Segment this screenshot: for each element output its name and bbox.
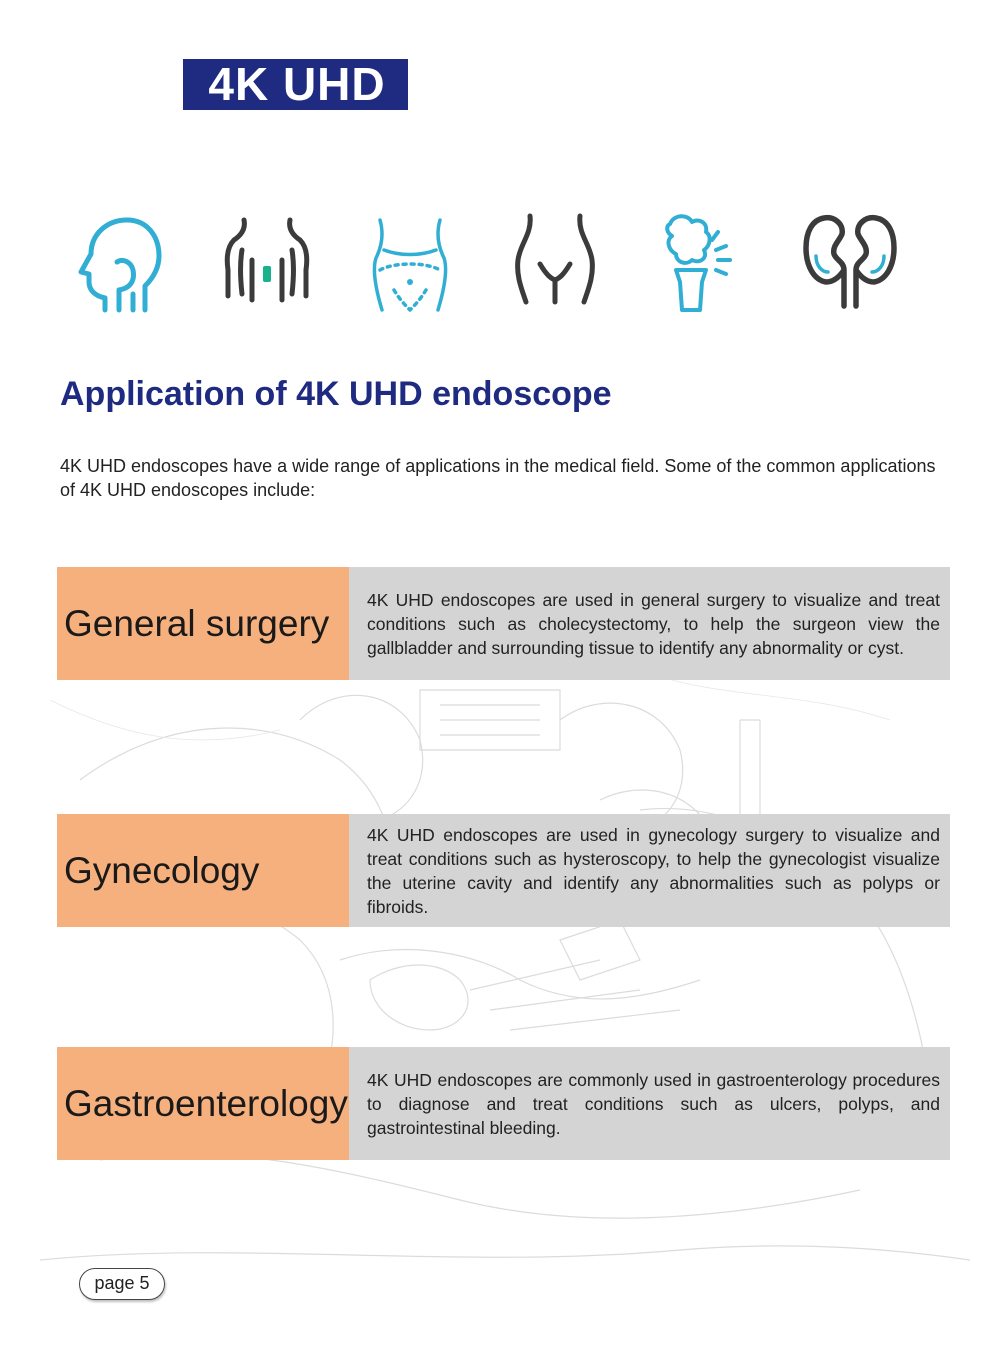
4k-uhd-badge: 4K UHD — [183, 59, 411, 110]
intro-paragraph: 4K UHD endoscopes have a wide range of applications in the medical field. Some of the common applications of 4K UHD endoscopes include: — [60, 456, 936, 500]
application-description: 4K UHD endoscopes are commonly used in gastroenterology procedures to diagnose and treat conditions such as ulcers, polyps, and gastrointestinal bleeding. — [349, 1047, 950, 1160]
section-title: Application of 4K UHD endoscope — [60, 375, 612, 413]
surgery-sketch-background — [40, 660, 970, 1300]
application-row-gastroenterology — [57, 1047, 950, 1160]
application-description: 4K UHD endoscopes are used in general surgery to visualize and treat conditions such as cholecystectomy, to help the surgeon view the gallbladder and surrounding tissue to identify any abnormality or cyst. — [349, 567, 950, 680]
application-label: General surgery — [57, 567, 349, 680]
pelvis-uterus-icon — [510, 210, 600, 310]
lungs-chest-icon — [220, 210, 315, 310]
head-throat-icon — [75, 210, 165, 320]
kidneys-icon — [800, 210, 900, 310]
abdomen-icon — [370, 210, 450, 320]
knee-joint-icon — [660, 210, 740, 320]
application-row-gynecology — [57, 814, 950, 927]
application-description: 4K UHD endoscopes are used in gynecology surgery to visualize and treat conditions such as hysteroscopy, to help the gynecologist visualize the uterine cavity and identify any abnormalities such as polyps or fibroids. — [349, 814, 950, 927]
application-label: Gynecology — [57, 814, 349, 927]
application-label: Gastroenterology — [57, 1047, 349, 1160]
application-row-general-surgery — [57, 567, 950, 680]
anatomy-icon-row — [70, 210, 920, 330]
page-number: page 5 — [79, 1268, 165, 1300]
